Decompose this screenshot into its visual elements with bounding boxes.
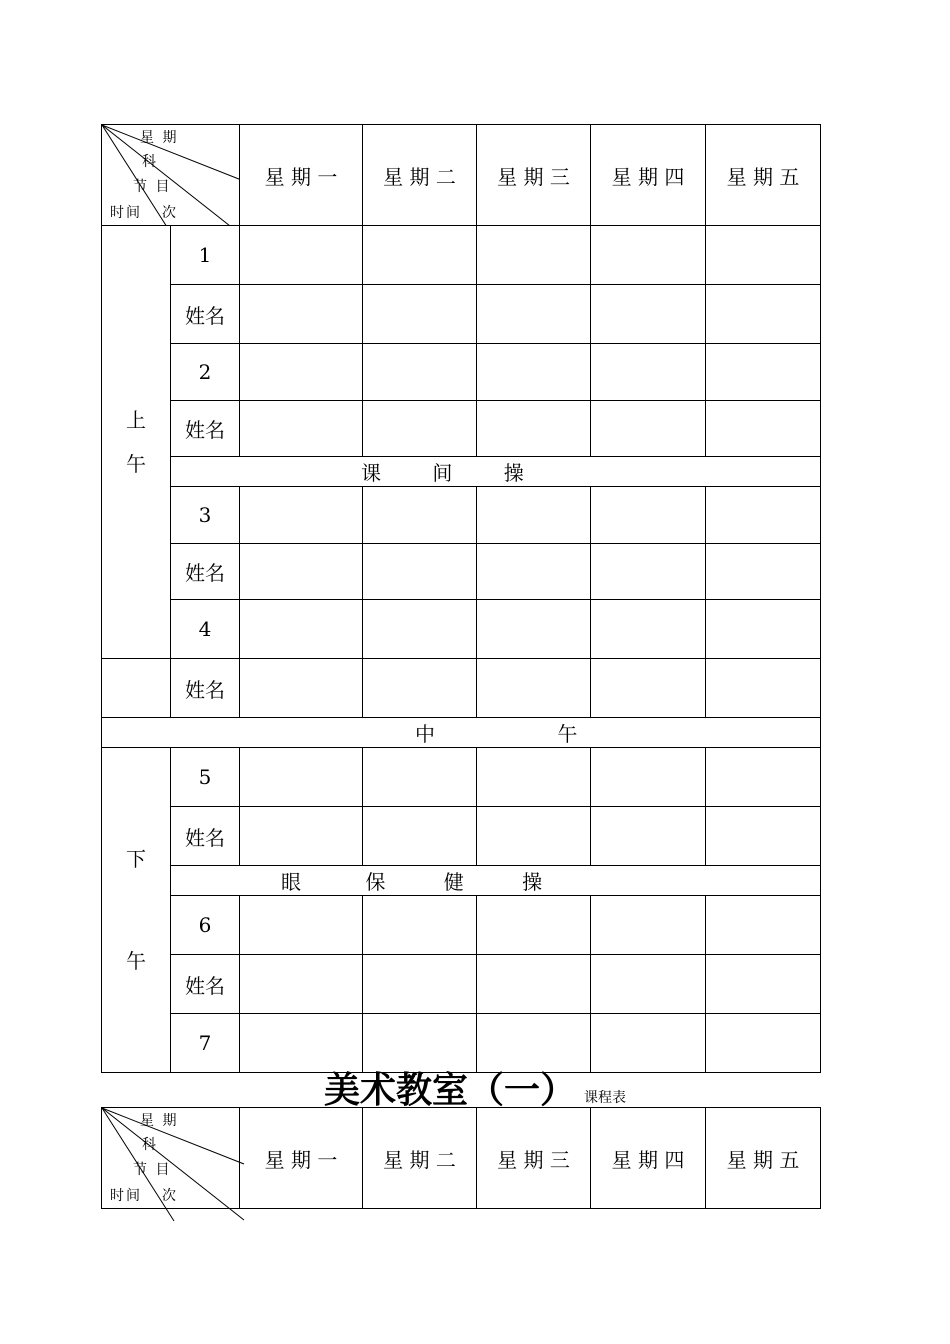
slot[interactable] [240, 487, 363, 544]
title-suffix: 课程表 [584, 1090, 626, 1106]
day-header-mon: 星 期 一 [240, 1108, 363, 1209]
name-label: 姓名 [171, 807, 240, 866]
slot[interactable] [477, 401, 591, 457]
day-header-fri: 星 期 五 [706, 1108, 821, 1209]
noon-char: 午 [557, 722, 578, 746]
slot[interactable] [240, 544, 363, 600]
corner-header-cell [102, 1108, 240, 1209]
name-label: 姓名 [171, 544, 240, 600]
eye-exercise-char: 保 [365, 870, 386, 894]
slot[interactable] [477, 748, 591, 807]
name-label: 姓名 [171, 659, 240, 718]
slot[interactable] [591, 600, 706, 659]
slot[interactable] [706, 487, 821, 544]
slot[interactable] [363, 226, 477, 285]
slot[interactable] [706, 600, 821, 659]
slot[interactable] [591, 807, 706, 866]
period-3: 3 [171, 487, 240, 544]
slot[interactable] [706, 955, 821, 1014]
slot[interactable] [591, 659, 706, 718]
day-header-fri: 星 期 五 [706, 125, 821, 226]
schedule-table [101, 124, 821, 1073]
slot[interactable] [477, 487, 591, 544]
slot[interactable] [240, 226, 363, 285]
day-header-tue: 星 期 二 [363, 1108, 477, 1209]
slot[interactable] [240, 807, 363, 866]
slot[interactable] [363, 955, 477, 1014]
corner-label-weekday: 星 期 [140, 1113, 179, 1129]
noon-char: 中 [415, 722, 435, 746]
slot[interactable] [477, 226, 591, 285]
break-exercise-row [171, 457, 821, 487]
slot[interactable] [363, 344, 477, 401]
day-header-mon: 星 期 一 [240, 125, 363, 226]
slot[interactable] [363, 748, 477, 807]
day-header-thu: 星 期 四 [591, 1108, 706, 1209]
schedule-table-2 [101, 1107, 821, 1209]
day-header-wed: 星 期 三 [477, 1108, 591, 1209]
title-main: 美术教室（一） [323, 1070, 576, 1111]
corner-label-count: 次 [162, 1188, 178, 1204]
day-header-tue: 星 期 二 [363, 125, 477, 226]
slot[interactable] [706, 659, 821, 718]
slot[interactable] [477, 955, 591, 1014]
slot[interactable] [706, 896, 821, 955]
slot[interactable] [363, 600, 477, 659]
name-label: 姓名 [171, 955, 240, 1014]
break-exercise-char: 间 [432, 461, 453, 485]
slot[interactable] [240, 896, 363, 955]
slot[interactable] [591, 487, 706, 544]
slot[interactable] [591, 344, 706, 401]
day-header-thu: 星 期 四 [591, 125, 706, 226]
corner-label-weekday: 星 期 [140, 130, 179, 146]
page-title [0, 1062, 950, 1113]
slot[interactable] [363, 285, 477, 344]
corner-label-time: 时间 [110, 205, 142, 221]
slot[interactable] [240, 344, 363, 401]
eye-exercise-char: 健 [443, 870, 464, 894]
corner-label-subject: 科 [142, 1137, 158, 1153]
slot[interactable] [591, 955, 706, 1014]
slot[interactable] [240, 285, 363, 344]
corner-label-count: 次 [162, 205, 178, 221]
slot[interactable] [240, 955, 363, 1014]
period-2: 2 [171, 344, 240, 401]
eye-exercise-row [171, 866, 821, 896]
period-1: 1 [171, 226, 240, 285]
slot[interactable] [477, 285, 591, 344]
afternoon-label [102, 748, 171, 1073]
break-exercise-char: 操 [503, 461, 524, 485]
slot[interactable] [363, 401, 477, 457]
period-6: 6 [171, 896, 240, 955]
slot[interactable] [363, 659, 477, 718]
slot[interactable] [240, 401, 363, 457]
period-4: 4 [171, 600, 240, 659]
slot[interactable] [706, 544, 821, 600]
slot[interactable] [363, 807, 477, 866]
corner-label-time: 时间 [110, 1188, 142, 1204]
afternoon-label-bottom: 午 [126, 949, 146, 973]
empty-label-cell [102, 659, 171, 718]
slot[interactable] [363, 487, 477, 544]
slot[interactable] [240, 748, 363, 807]
corner-header-cell [102, 125, 240, 226]
slot[interactable] [591, 544, 706, 600]
noon-row [102, 718, 821, 748]
slot[interactable] [591, 226, 706, 285]
slot[interactable] [477, 659, 591, 718]
slot[interactable] [477, 807, 591, 866]
slot[interactable] [363, 896, 477, 955]
slot[interactable] [706, 285, 821, 344]
slot[interactable] [706, 807, 821, 866]
slot[interactable] [591, 401, 706, 457]
corner-label-program: 节 目 [133, 1162, 172, 1178]
slot[interactable] [706, 748, 821, 807]
corner-label-subject: 科 [142, 154, 158, 170]
period-5: 5 [171, 748, 240, 807]
slot[interactable] [240, 659, 363, 718]
slot[interactable] [706, 226, 821, 285]
name-label: 姓名 [171, 401, 240, 457]
eye-exercise-char: 操 [522, 870, 543, 894]
slot[interactable] [477, 600, 591, 659]
slot[interactable] [706, 401, 821, 457]
name-label: 姓名 [171, 285, 240, 344]
slot[interactable] [477, 544, 591, 600]
slot[interactable] [706, 344, 821, 401]
day-header-wed: 星 期 三 [477, 125, 591, 226]
slot[interactable] [477, 896, 591, 955]
eye-exercise-char: 眼 [281, 870, 301, 894]
slot[interactable] [240, 600, 363, 659]
slot[interactable] [591, 748, 706, 807]
period-7: 7 [171, 1014, 240, 1073]
corner-label-program: 节 目 [133, 179, 172, 195]
slot[interactable] [591, 896, 706, 955]
afternoon-label-top: 下 [126, 847, 146, 871]
slot[interactable] [477, 344, 591, 401]
slot[interactable] [591, 285, 706, 344]
morning-label: 上 午 [102, 226, 171, 659]
break-exercise-char: 课 [361, 461, 381, 485]
slot[interactable] [363, 544, 477, 600]
